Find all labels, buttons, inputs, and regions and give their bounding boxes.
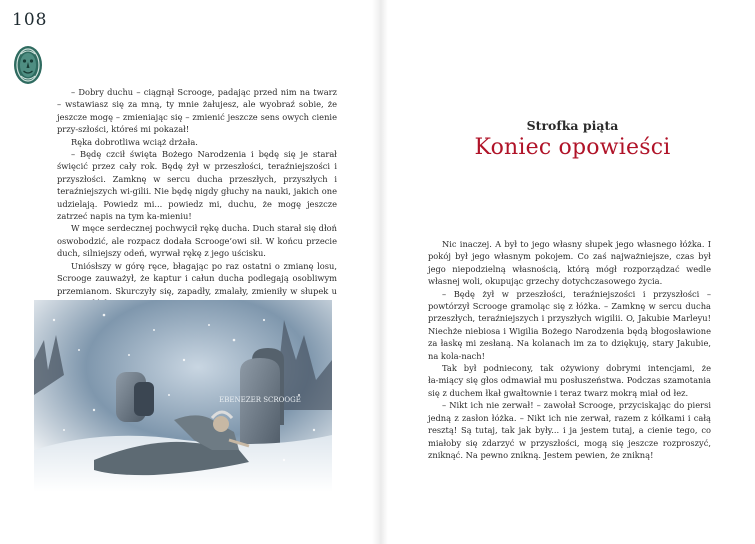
paragraph: Nic inaczej. A był to jego własny słupek jego własnego łóżka. I pokój był jego własnym pokojem. Co zaś najważniejsze, czas był jego niepodzielną własnością, którą mógł rozporządzać wedle własnej woli, okupując grzechy dotychczasowego życia. bbox=[428, 239, 711, 287]
page-gutter bbox=[372, 0, 388, 544]
paragraph: – Nikt ich nie zerwał! – zawołał Scrooge, przyciskając do piersi jedną z zasłon łóżka. – Nikt ich nie zerwał, razem z kółkami i całą resztą! Są tutaj, tak jak były... i ja jestem tutaj, a cienie tego, co miałoby się zdarzyć w przyszłości, mogą się jeszcze rozproszyć, zniknąć. Na pewno znikną. Jestem pewien, że znikną! bbox=[428, 400, 711, 460]
chapter-title: Koniec opowieści bbox=[474, 135, 671, 160]
paragraph: – Będę czcił święta Bożego Narodzenia i będę się je starał święcić przez cały rok. Będę żył w przeszłości, teraźniejszości i przyszłości. Zamknę w sercu ducha przeszłych, przyszłych i teraźniejszych wi‑gilii. Nie będę nigdy głuchy na nauki, jakich one udzielają. Powiedz mi... powiedz mi, duchu, że mogę jeszcze zatrzeć napis na tym ka‑mieniu! bbox=[57, 149, 337, 222]
paragraph: W męce serdecznej pochwycił rękę ducha. Duch starał się dłoń oswobodzić, ale rozpacz dodała Scrooge’owi sił. W końcu przecie duch, silniejszy odeń, wyrwał rękę z jego uścisku. bbox=[57, 223, 337, 259]
tombstone-text: EBENEZER SCROOGE bbox=[219, 396, 301, 404]
graveyard-illustration bbox=[34, 300, 332, 492]
page-number: 108 bbox=[12, 10, 48, 30]
chapter-subtitle: Strofka piąta bbox=[526, 118, 619, 133]
paragraph: Tak był podniecony, tak ożywiony dobrymi intencjami, że ła‑miący się głos odmawiał mu posłuszeństwa. Podczas szamotania się z duchem łkał gwałtownie i teraz twarz mokrą miał od łez. bbox=[428, 363, 711, 398]
paragraph: Uniósłszy w górę ręce, błagając po raz ostatni o zmianę losu, Scrooge zauważył, że kaptur i całun ducha podlegają osobliwym przemianom. Skurczyły się, zapadły, zmalały, zmieniły w słupek u bbox=[57, 260, 337, 296]
left-body-text bbox=[57, 86, 337, 309]
paragraph: – Będę żył w przeszłości, teraźniejszości i przyszłości – powtórzył Scrooge gramoląc się z łóżka. – Zamknę w sercu ducha przeszłych, teraźniejszych i przyszłych wigilii. O, Jakubie Marleyu! Niechże niebiosa i Wigilia Bożego Narodzenia będą błogosławione za łaskę mi zesłaną. Na kolanach im za to dziękuję, stary Jakubie, na kola‑nach! bbox=[428, 288, 711, 361]
green-face-medallion-icon bbox=[12, 44, 44, 86]
paragraph: – Dobry duchu – ciągnął Scrooge, padając przed nim na twarz – wstawiasz się za mną, ty mnie żałujesz, ale wyobraź sobie, że jeszcze mogę – zmieniając się – zmienić jeszcze sens owych cienie przy‑szłości, któreś mi pokazał! bbox=[57, 87, 337, 135]
paragraph: Ręka dobrotliwa wciąż drżała. bbox=[71, 136, 198, 147]
right-body-text bbox=[428, 238, 711, 461]
